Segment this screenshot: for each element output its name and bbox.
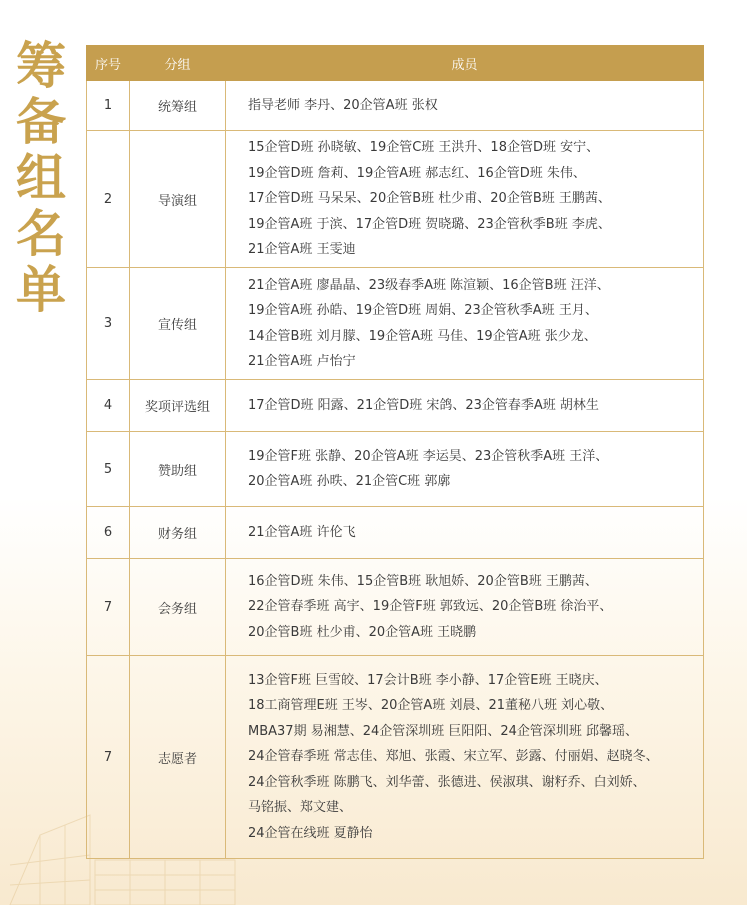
row-group: 统筹组 [130, 81, 226, 131]
member-line: 21企管A班 王雯迪 [248, 242, 356, 258]
header-no: 序号 [87, 46, 130, 81]
member-line: 20企管A班 孙昳、21企管C班 郭廓 [248, 474, 451, 489]
member-line: 15企管D班 孙晓敏、19企管C班 王洪升、18企管D班 安宁、 [248, 140, 600, 156]
row-group: 志愿者 [130, 656, 226, 859]
table-row [87, 656, 704, 859]
committee-table [86, 45, 704, 859]
row-group: 财务组 [130, 507, 226, 559]
member-line: 19企管D班 詹莉、19企管A班 郝志红、16企管D班 朱伟、 [248, 165, 586, 181]
title-char: 组 [16, 148, 66, 207]
member-line: 20企管B班 杜少甫、20企管A班 王晓鹏 [248, 624, 477, 640]
table-row [87, 131, 704, 268]
header-group: 分组 [130, 46, 226, 81]
member-line: 13企管F班 巨雪皎、17会计B班 李小静、17企管E班 王晓庆、 [248, 672, 608, 688]
row-members [226, 559, 704, 656]
member-line: 19企管A班 孙皓、19企管D班 周娟、23企管秋季A班 王月、 [248, 303, 598, 318]
table-row [87, 81, 704, 131]
table-row [87, 432, 704, 507]
title-char: 备 [16, 92, 66, 151]
member-line: 21企管A班 卢怡宁 [248, 354, 356, 369]
member-line: 24企管秋季班 陈鹏飞、刘华蕾、张德进、侯淑琪、谢籽乔、白刘娇、 [248, 774, 646, 790]
table-row [87, 268, 704, 380]
row-members [226, 507, 704, 559]
row-members [226, 268, 704, 380]
member-line: 22企管春季班 高宇、19企管F班 郭致远、20企管B班 徐治平、 [248, 599, 613, 615]
row-number: 1 [87, 81, 130, 131]
row-group: 赞助组 [130, 432, 226, 507]
member-line: 21企管A班 许伦飞 [248, 524, 356, 540]
member-line: 14企管B班 刘月朦、19企管A班 马佳、19企管A班 张少龙、 [248, 328, 597, 344]
member-line: 17企管D班 阳露、21企管D班 宋鸽、23企管春季A班 胡林生 [248, 397, 599, 413]
row-group: 导演组 [130, 131, 226, 268]
row-members [226, 432, 704, 507]
table-header-row [87, 46, 704, 81]
member-line: 24企管春季班 常志佳、郑旭、张霞、宋立军、彭露、付丽娟、赵晓冬、 [248, 749, 659, 765]
member-line: 18工商管理E班 王岑、20企管A班 刘晨、21董秘八班 刘心敬、 [248, 698, 614, 714]
row-members [226, 656, 704, 859]
row-members [226, 81, 704, 131]
member-line: 19企管F班 张静、20企管A班 李运昊、23企管秋季A班 王洋、 [248, 448, 609, 464]
title-char: 单 [16, 260, 66, 319]
member-line: 19企管A班 于滨、17企管D班 贺晓璐、23企管秋季B班 李虎、 [248, 216, 611, 232]
member-line: 16企管D班 朱伟、15企管B班 耿旭娇、20企管B班 王鹏茜、 [248, 573, 598, 589]
row-number: 2 [87, 131, 130, 268]
row-group: 会务组 [130, 559, 226, 656]
member-line: MBA37期 易湘慧、24企管深圳班 巨阳阳、24企管深圳班 邱馨瑶、 [248, 723, 639, 739]
row-group: 宣传组 [130, 268, 226, 380]
row-number: 7 [87, 656, 130, 859]
member-line: 马铭振、郑文建、 [248, 800, 353, 816]
member-line: 24企管在线班 夏静怡 [248, 825, 373, 841]
member-line: 指导老师 李丹、20企管A班 张权 [248, 97, 438, 113]
row-number: 6 [87, 507, 130, 559]
table-row [87, 559, 704, 656]
row-number: 7 [87, 559, 130, 656]
member-line: 21企管A班 廖晶晶、23级春季A班 陈渲颖、16企管B班 汪洋、 [248, 277, 610, 293]
header-members: 成员 [226, 46, 704, 81]
row-group: 奖项评选组 [130, 380, 226, 432]
table-row [87, 507, 704, 559]
row-number: 3 [87, 268, 130, 380]
row-members [226, 380, 704, 432]
row-number: 5 [87, 432, 130, 507]
title-char: 筹 [16, 36, 66, 95]
member-line: 17企管D班 马呆呆、20企管B班 杜少甫、20企管B班 王鹏茜、 [248, 191, 611, 207]
row-number: 4 [87, 380, 130, 432]
table-row [87, 380, 704, 432]
row-members [226, 131, 704, 268]
title-char: 名 [16, 204, 66, 263]
page-title [8, 38, 74, 318]
